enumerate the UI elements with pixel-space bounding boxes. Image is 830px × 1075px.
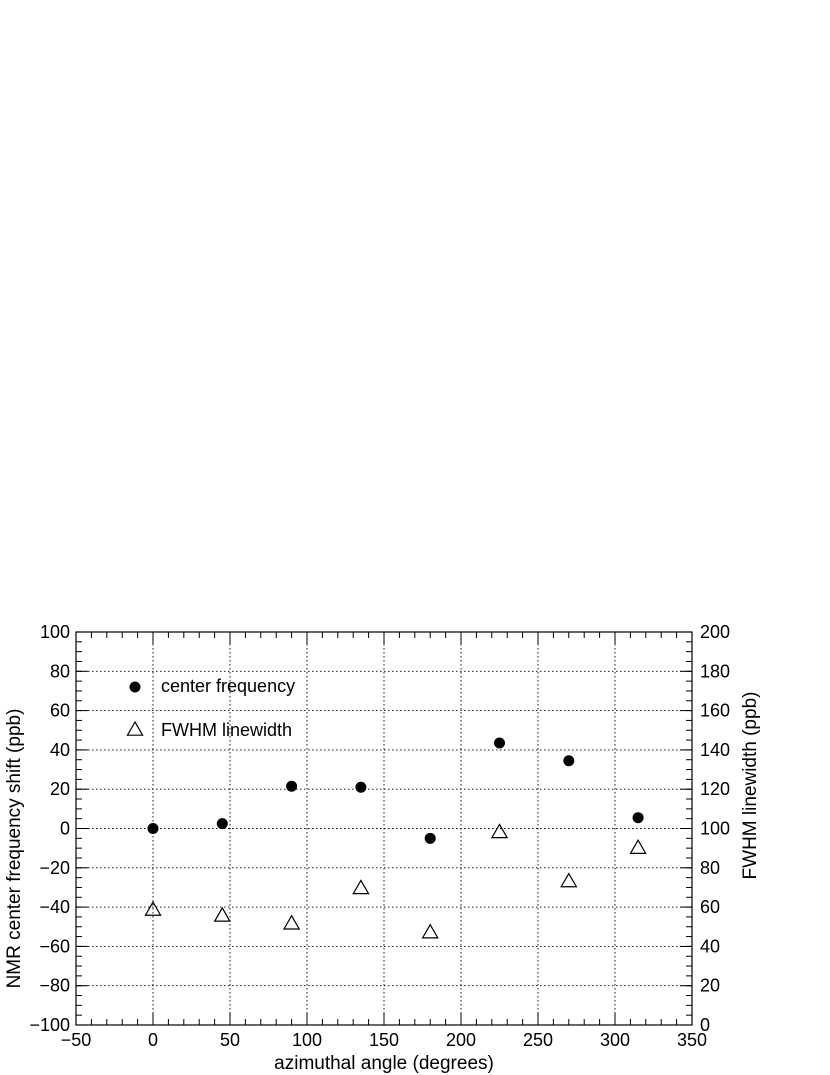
- y2-tick-label: 140: [700, 739, 731, 760]
- fwhm-linewidth-point: [215, 908, 230, 921]
- y-tick-label: 60: [49, 700, 70, 721]
- fwhm-linewidth-point: [631, 840, 646, 853]
- center-frequency-point: [563, 755, 574, 766]
- x-tick-label: 350: [676, 1030, 708, 1050]
- y2-tick-label: 200: [700, 622, 731, 642]
- legend-marker-fwhm-linewidth: [127, 722, 142, 735]
- fwhm-linewidth-point: [492, 824, 507, 837]
- y-tick-label: −60: [39, 936, 70, 957]
- center-frequency-point: [494, 738, 505, 749]
- y-tick-label: 100: [39, 622, 70, 642]
- x-tick-label: 200: [445, 1030, 477, 1050]
- legend-label-center-frequency: center frequency: [161, 676, 296, 696]
- y-tick-label: 40: [49, 739, 70, 760]
- y-tick-label: −40: [39, 897, 70, 918]
- y2-tick-label: 80: [700, 857, 721, 878]
- y2-tick-label: 40: [700, 936, 721, 957]
- x-tick-label: 0: [147, 1030, 159, 1050]
- x-tick-label: 300: [599, 1030, 631, 1050]
- legend-marker-center-frequency: [130, 682, 141, 693]
- y2-axis-title: FWHM linewidth (ppb): [740, 691, 761, 880]
- center-frequency-point: [425, 833, 436, 844]
- y2-tick-label: 20: [700, 975, 721, 996]
- fwhm-linewidth-point: [423, 925, 438, 938]
- x-axis-title: azimuthal angle (degrees): [274, 1053, 494, 1074]
- x-tick-label: 150: [368, 1030, 400, 1050]
- y-tick-label: 80: [49, 661, 70, 682]
- x-tick-label: 50: [219, 1030, 241, 1050]
- y2-tick-label: 180: [700, 661, 731, 682]
- y-tick-label: 20: [49, 779, 70, 800]
- y-tick-label: −80: [39, 975, 70, 996]
- center-frequency-point: [286, 781, 297, 792]
- center-frequency-point: [633, 812, 644, 823]
- y2-tick-label: 160: [700, 700, 731, 721]
- x-tick-label: 100: [291, 1030, 323, 1050]
- center-frequency-point: [217, 818, 228, 829]
- data-points: [145, 738, 645, 938]
- fwhm-linewidth-point: [284, 916, 299, 929]
- fwhm-linewidth-point: [561, 874, 576, 887]
- y2-tick-label: 60: [700, 897, 721, 918]
- y2-tick-label: 0: [700, 1015, 711, 1035]
- x-tick-label: −50: [60, 1030, 92, 1050]
- center-frequency-point: [148, 823, 159, 834]
- legend-label-fwhm-linewidth: FWHM linewidth: [161, 720, 293, 740]
- fwhm-linewidth-point: [353, 880, 368, 893]
- y2-tick-label: 100: [700, 818, 731, 839]
- y-tick-label: −100: [29, 1015, 70, 1035]
- y-tick-label: 0: [59, 818, 70, 839]
- center-frequency-point: [355, 782, 366, 793]
- x-tick-label: 250: [522, 1030, 554, 1050]
- y2-tick-label: 120: [700, 779, 731, 800]
- y-axis-title: NMR center frequency shift (ppb): [4, 708, 25, 989]
- y-tick-label: −20: [39, 857, 70, 878]
